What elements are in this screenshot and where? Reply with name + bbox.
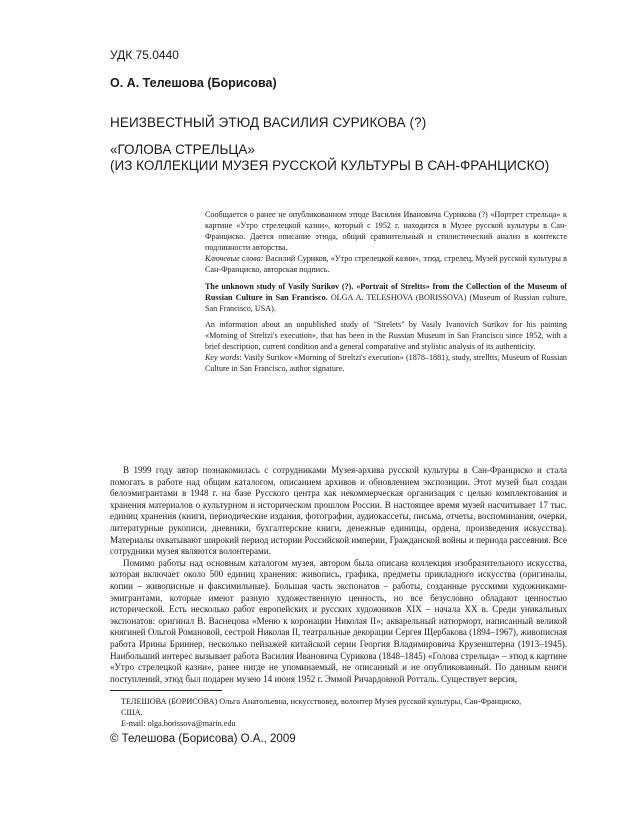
footnote-divider — [110, 690, 222, 691]
article-title: НЕИЗВЕСТНЫЙ ЭТЮД ВАСИЛИЯ СУРИКОВА (?) — [110, 115, 427, 130]
udk-code: УДК 75.0440 — [110, 48, 179, 62]
abstract-en-title: The unknown study of Vasily Surikov (?). «Portrait of Streltts» from the Collection of the Museum of Russian Culture in San Francisco. — [205, 281, 567, 302]
abstract-en-keywords — [205, 352, 567, 374]
footnote-country: США. — [121, 707, 143, 717]
keywords-ru: Василий Суриков, «Утро стрелецкой казни», этюд, стрелец, Музей русской культуры в Сан-Франциско, авторская подпись. — [205, 254, 567, 275]
abstract-ru-keywords — [205, 253, 567, 275]
body-paragraph-2: Помимо работы над основным каталогом музея, автором была описана коллекция изобразительного искусства, которая включает около 500 единиц хранения: живопись, графика, предметы прикладного искусства (оригиналы, копии – живописные и факсимильные). Большая часть экспонатов – работы, созданные русскими художниками-эмигрантами, которые имеют разную художественную ценность, но все безусловно обладают ценностью исторической. Есть несколько работ европейских и русских художников XIX – начала XX в. Среди уникальных экспонатов: оригинал В. Васнецова «Меню к коронации Николая II»; акварельный натюрморт, написанный великой княгиней Ольгой Романовой, сестрой Николая II, театральные декорации Сергея Щербакова (1894–1967), живописная работа Ирины Бриннер, несколько пейзажей китайской серии Георгия Владимировича Крузенштерна (1913–1945). Наибольший интерес вызывает работа Василия Ивановича Сурикова (1848–1845) «Голова стрельца» – этюд к картине «Утро стрелецкой казни», ранее нигде не упоминаемый, не описанный и не опубликованный. По данным книги поступлений, этюд был подарен музею 14 июня 1952 г. Эммой Ричардовной Ротталь. Существует версия, — [110, 557, 567, 684]
keywords-en: : Vasily Surikov «Morning of Streltzi's execution» (1878–1881), study, strelltts, Museum of Russian Culture in San Francisco, author signature. — [205, 353, 567, 374]
keywords-label-en: Key words — [205, 353, 240, 363]
abstract-en-text: An information about an unpublished study of "Strelets" by Vasily Ivanovich Surikov for his painting «Morning of Streltzi's execution», that has been in the Russian Museum in San Francisco since 1952, with a brief description, current condition and a general comparative and stylistic analysis of its authenticity. — [205, 319, 567, 352]
abstract-en-heading — [205, 281, 567, 314]
body-paragraph-1: В 1999 году автор познакомилась с сотрудниками Музея-архива русской культуры в Сан-Франциско и стала помогать в работе над общим каталогом, описанием архивов и обновлением экспозиции. Этот музей был создан белоэмигрантами в 1948 г. на базе Русского центра как некоммерческая организация с целью комплектования и хранения материалов о культурном и историческом прошлом России. В настоящее время музей насчитывает 17 тыс. единиц хранения (книги, периодические издания, фотографии, аудиокассеты, письма, отчеты, воспоминания, очерки, литературные рукописи, дневники, бухгалтерские книги, денежные единицы, ордена, произведения искусства). Материалы охватывают широкий период истории Российской империи, Гражданской войны и периода рассеяния. Все сотрудники музея являются волонтерами. — [110, 465, 567, 557]
abstract-en-affiliation: (Museum of Russian culture, San Francisco, USA). — [205, 292, 568, 313]
abstract-block — [205, 209, 567, 374]
footnote — [110, 697, 567, 729]
keywords-label-ru: Ключевые слова: — [205, 254, 264, 264]
article-body — [110, 465, 567, 685]
footnote-email: E-mail: olga.borissova@marin.edu — [121, 718, 236, 728]
abstract-ru-text: Сообщается о ранее не опубликованном этюде Василия Ивановича Сурикова (?) «Портрет стрельца» к картине «Утро стрелецкой казни», который с 1952 г. находится в Музее русской культуры в Сан-Франциско. Дается описание этюда, общий сравнительный и стилистический анализ в контексте подлинности авторства. — [205, 210, 567, 253]
footnote-author-info: ТЕЛЕШОВА (БОРИСОВА) Ольга Анатольевна, искусствовед, волонтер Музея русской культуры, Сан-Франциско, — [121, 697, 522, 706]
article-subtitle: «ГОЛОВА СТРЕЛЬЦА» — [110, 142, 255, 157]
author-name: О. А. Телешова (Борисова) — [110, 76, 277, 90]
abstract-en-author: OLGA A. TELESHOVA (BORISSOVA) — [330, 292, 467, 302]
copyright-notice: © Телешова (Борисова) О.А., 2009 — [110, 733, 296, 745]
article-subtitle-collection: (ИЗ КОЛЛЕКЦИИ МУЗЕЯ РУССКОЙ КУЛЬТУРЫ В САН-ФРАНЦИСКО) — [110, 158, 550, 173]
